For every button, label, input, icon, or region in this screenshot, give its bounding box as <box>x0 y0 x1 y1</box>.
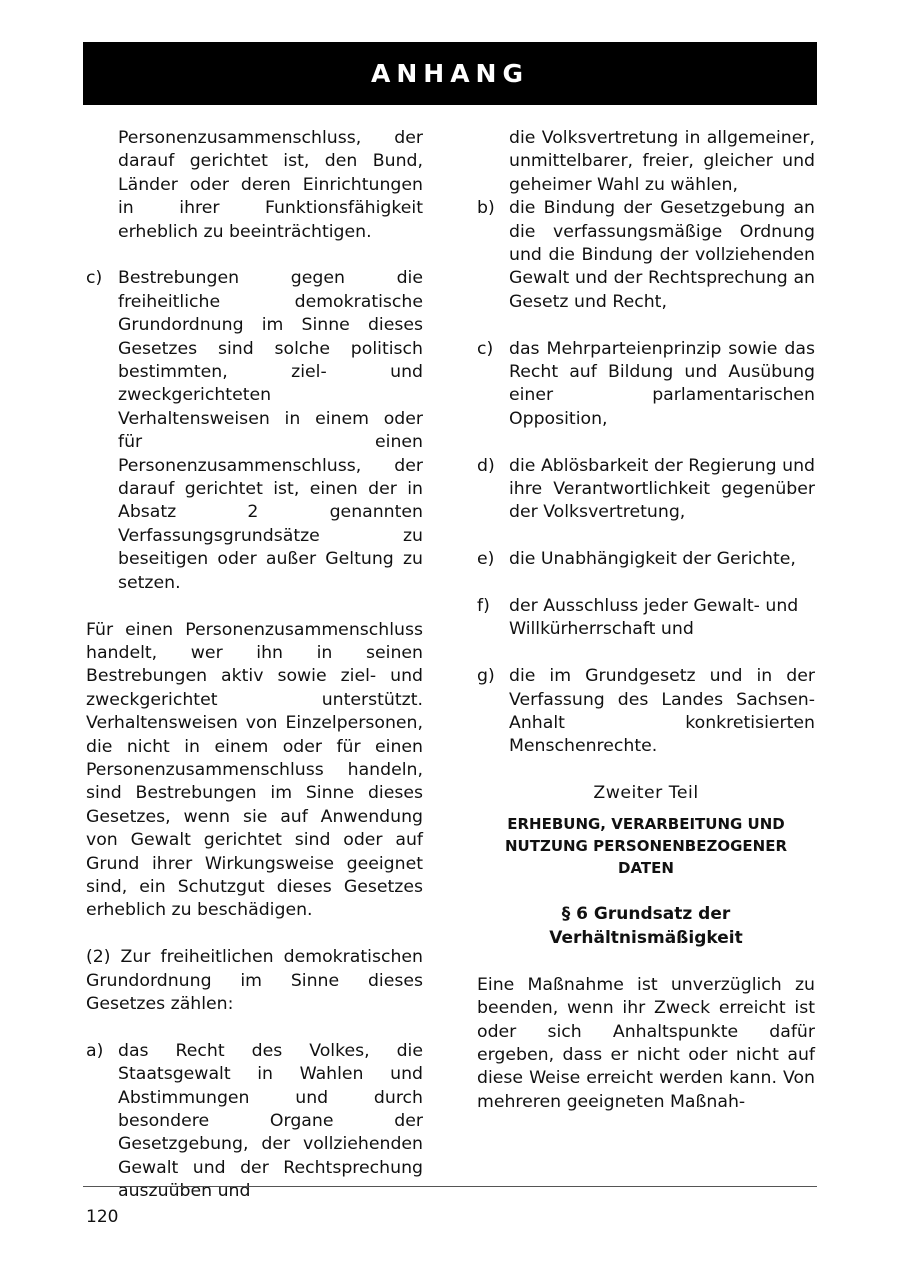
list-item-text: die Bindung der Gesetzgebung an die verfassungsmäßige Ordnung und die Bindung der vollziehenden Gewalt und der Rechtsprechung an Gesetz und Recht, <box>509 198 815 312</box>
list-item-text: die Ablösbarkeit der Regierung und ihre Verantwortlichkeit gegenüber der Volksvertretung, <box>509 455 815 523</box>
list-item-label: e) <box>477 549 495 570</box>
list-item-text: das Recht des Volkes, die Staatsgewalt in Wahlen und Abstimmungen und durch besondere Organe der Gesetzgebung, der vollziehenden Gewalt und der Rechtsprechung auszuüben und <box>118 1040 423 1202</box>
list-item-f <box>477 595 815 642</box>
list-item-text: Bestrebungen gegen die freiheitliche demokratische Grundordnung im Sinne dieses Gesetzes sind solche politisch bestimmten, ziel- und zweckgerichteten Verhaltensweisen in einem oder für einen Personenzusammenschluss, der darauf gerichtet ist, einen der in Absatz 2 genannten Verfassungsgrundsätze zu beseitigen oder außer Geltung zu setzen. <box>118 268 423 593</box>
list-item-text: die im Grundgesetz und in der Verfassung des Landes Sachsen-Anhalt konkretisierten Menschenrechte. <box>509 666 815 757</box>
list-item-label: f) <box>477 596 490 617</box>
list-item-label: d) <box>477 455 495 476</box>
right-column <box>477 127 815 1114</box>
continued-text: Personenzusammenschluss, der darauf gerichtet ist, den Bund, Länder oder deren Einrichtungen in ihrer Funktionsfähigkeit erheblich zu beeinträchtigen. <box>118 128 423 242</box>
list-item-label: c) <box>477 338 494 359</box>
list-item-label: c) <box>86 268 103 289</box>
footer-divider <box>83 1186 817 1187</box>
page-number: 120 <box>86 1207 119 1227</box>
list-item-text: die Unabhängigkeit der Gerichte, <box>509 549 796 570</box>
section-heading: ERHEBUNG, VERARBEITUNG UND NUTZUNG PERSONENBEZOGENER DATEN <box>504 815 788 878</box>
paragraph-text: (2) Zur freiheitlichen demokratischen Grundordnung im Sinne dieses Gesetzes zählen: <box>86 947 423 1014</box>
paragraph-text: Eine Maßnahme ist unverzüglich zu beenden, wenn ihr Zweck erreicht ist oder sich Anhaltspunkte dafür ergeben, dass er nicht oder nicht auf diese Weise erreicht werden kann. Von mehreren geeigneten Maßnah- <box>477 974 815 1112</box>
list-item-text: das Mehrparteienprinzip sowie das Recht auf Bildung und Ausübung einer parlamentarischen Opposition, <box>509 338 815 429</box>
continued-text: die Volksvertretung in allgemeiner, unmittelbarer, freier, gleicher und geheimer Wahl zu wählen, <box>509 128 815 195</box>
list-item-g <box>477 665 815 759</box>
list-item-e <box>477 548 815 571</box>
part-title: Zweiter Teil <box>593 782 699 803</box>
list-item-b <box>477 197 815 314</box>
section-header <box>83 42 817 105</box>
paragraph-text: Für einen Personenzusammenschluss handelt, wer ihn in seinen Bestrebungen aktiv sowie ziel- und zweckgerichtet unterstützt. Verhaltensweisen von Einzelpersonen, die nicht in einem oder für einen Personenzusammenschluss handeln, sind Bestrebungen im Sinne dieses Gesetzes, wenn sie auf Anwendung von Gewalt gerichtet sind oder auf Grund ihrer Wirkungsweise geeignet sind, ein Schutzgut dieses Gesetzes erheblich zu beschädigen. <box>86 619 423 921</box>
list-item-label: g) <box>477 666 495 687</box>
list-item-text: der Ausschluss jeder Gewalt- und Willkürherrschaft und <box>509 596 799 640</box>
list-item-label: a) <box>86 1040 104 1061</box>
list-item-c <box>477 338 815 432</box>
list-item-c <box>86 267 423 595</box>
list-item-a <box>86 1040 423 1204</box>
paragraph-title: § 6 Grundsatz der Verhältnismäßigkeit <box>549 904 743 949</box>
left-column <box>86 127 423 1204</box>
list-item-label: b) <box>477 198 495 219</box>
section-header-title: ANHANG <box>371 59 529 88</box>
list-item-d <box>477 455 815 525</box>
